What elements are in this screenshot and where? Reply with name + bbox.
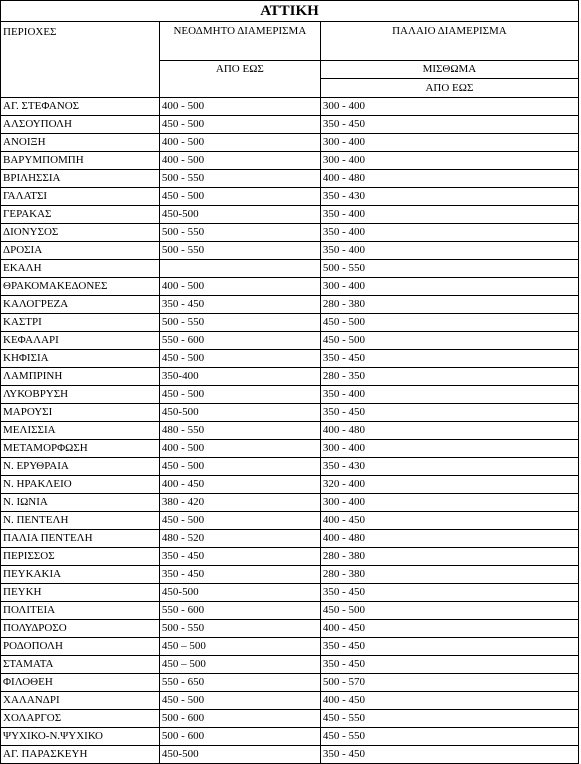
table-title: ΑΤΤΙΚΗ <box>1 1 579 22</box>
new-apartment-range-cell: 450-500 <box>159 584 320 602</box>
old-apartment-range-cell: 400 - 450 <box>320 620 578 638</box>
table-row <box>1 620 579 638</box>
old-apartment-range-cell: 400 - 450 <box>320 512 578 530</box>
area-cell: ΑΓ. ΣΤΕΦΑΝΟΣ <box>1 98 160 116</box>
new-apartment-range-cell: 500 - 550 <box>159 620 320 638</box>
table-row <box>1 404 579 422</box>
area-cell: ΦΙΛΟΘΕΗ <box>1 674 160 692</box>
new-apartment-range-cell: 350 - 450 <box>159 548 320 566</box>
old-apartment-range-cell: 280 - 350 <box>320 368 578 386</box>
area-cell: ΠΟΛΙΤΕΙΑ <box>1 602 160 620</box>
new-apartment-range-cell <box>159 260 320 278</box>
new-apartment-range-cell: 480 - 520 <box>159 530 320 548</box>
old-apartment-range-cell: 350 - 450 <box>320 116 578 134</box>
area-cell: ΒΡΙΛΗΣΣΙΑ <box>1 170 160 188</box>
area-cell: ΚΑΛΟΓΡΕΖΑ <box>1 296 160 314</box>
old-apartment-range-cell: 350 - 430 <box>320 188 578 206</box>
area-cell: ΛΑΜΠΡΙΝΗ <box>1 368 160 386</box>
area-cell: Ν. ΙΩΝΙΑ <box>1 494 160 512</box>
new-apartment-range-cell: 400 - 500 <box>159 278 320 296</box>
old-apartment-range-cell: 350 - 400 <box>320 242 578 260</box>
table-row <box>1 638 579 656</box>
new-apartment-range-cell: 450 - 500 <box>159 116 320 134</box>
old-apartment-range-cell: 280 - 380 <box>320 296 578 314</box>
new-apartment-range-cell: 380 - 420 <box>159 494 320 512</box>
table-row <box>1 116 579 134</box>
old-apartment-range-cell: 300 - 400 <box>320 152 578 170</box>
new-apartment-range-cell: 550 - 600 <box>159 602 320 620</box>
area-cell: ΚΕΦΑΛΑΡΙ <box>1 332 160 350</box>
new-apartment-range-cell: 450 - 500 <box>159 386 320 404</box>
area-cell: ΡΟΔΟΠΟΛΗ <box>1 638 160 656</box>
area-cell: ΛΥΚΟΒΡΥΣΗ <box>1 386 160 404</box>
table-row <box>1 188 579 206</box>
rent-header: ΜΙΣΘΩΜΑ <box>320 60 578 79</box>
old-apartment-range-cell: 300 - 400 <box>320 278 578 296</box>
new-range-spacer <box>159 79 320 98</box>
area-cell: ΠΕΥΚΑΚΙΑ <box>1 566 160 584</box>
area-cell: Ν. ΗΡΑΚΛΕΙΟ <box>1 476 160 494</box>
new-apartment-range-cell: 450-500 <box>159 746 320 764</box>
old-apartment-range-cell: 300 - 400 <box>320 98 578 116</box>
old-apartment-range-cell: 350 - 450 <box>320 656 578 674</box>
new-apartment-range-cell: 350 - 450 <box>159 566 320 584</box>
old-apartment-range-cell: 350 - 450 <box>320 350 578 368</box>
new-apartment-range-cell: 450 - 500 <box>159 692 320 710</box>
table-row <box>1 260 579 278</box>
area-cell: ΠΕΡΙΣΣΟΣ <box>1 548 160 566</box>
old-apartment-header: ΠΑΛΑΙΟ ΔΙΑΜΕΡΙΣΜΑ <box>320 22 578 61</box>
table-row <box>1 278 579 296</box>
new-apartment-range-cell: 450 – 500 <box>159 638 320 656</box>
old-apartment-range-cell: 280 - 380 <box>320 566 578 584</box>
new-apartment-range-cell: 400 - 500 <box>159 440 320 458</box>
table-row <box>1 332 579 350</box>
table-row <box>1 314 579 332</box>
new-apartment-range-cell: 450-500 <box>159 404 320 422</box>
new-apartment-range-cell: 480 - 550 <box>159 422 320 440</box>
area-cell: ΕΚΑΛΗ <box>1 260 160 278</box>
area-cell: Ν. ΕΡΥΘΡΑΙΑ <box>1 458 160 476</box>
table-row <box>1 548 579 566</box>
new-apartment-range-cell: 500 - 550 <box>159 224 320 242</box>
area-cell: ΠΕΥΚΗ <box>1 584 160 602</box>
old-apartment-range-cell: 300 - 400 <box>320 134 578 152</box>
old-apartment-range-cell: 450 - 550 <box>320 728 578 746</box>
old-apartment-range-cell: 350 - 450 <box>320 638 578 656</box>
old-apartment-range-cell: 350 - 450 <box>320 584 578 602</box>
new-apartment-range-cell: 500 - 600 <box>159 728 320 746</box>
area-cell: ΑΝΟΙΞΗ <box>1 134 160 152</box>
area-cell: ΔΡΟΣΙΑ <box>1 242 160 260</box>
table-row <box>1 692 579 710</box>
area-cell: ΠΑΛΙΑ ΠΕΝΤΕΛΗ <box>1 530 160 548</box>
table-row <box>1 746 579 764</box>
areas-header: ΠΕΡΙΟΧΕΣ <box>1 22 160 98</box>
table-row <box>1 674 579 692</box>
new-apartment-range-cell: 550 - 650 <box>159 674 320 692</box>
old-apartment-range-cell: 350 - 450 <box>320 404 578 422</box>
table-row <box>1 368 579 386</box>
new-apartment-range-cell: 500 - 550 <box>159 314 320 332</box>
table-row <box>1 242 579 260</box>
new-apartment-range-cell: 350 - 450 <box>159 296 320 314</box>
old-apartment-range-cell: 280 - 380 <box>320 548 578 566</box>
table-row <box>1 494 579 512</box>
area-cell: ΜΕΛΙΣΣΙΑ <box>1 422 160 440</box>
new-apartment-range-cell: 350-400 <box>159 368 320 386</box>
area-cell: Ν. ΠΕΝΤΕΛΗ <box>1 512 160 530</box>
table-row <box>1 656 579 674</box>
table-row <box>1 440 579 458</box>
area-cell: ΧΟΛΑΡΓΟΣ <box>1 710 160 728</box>
new-apartment-range-cell: 450 - 500 <box>159 188 320 206</box>
table-row <box>1 98 579 116</box>
new-apartment-range-cell: 450 - 500 <box>159 350 320 368</box>
new-apartment-range-cell: 500 - 550 <box>159 242 320 260</box>
new-range-header: ΑΠΟ ΕΩΣ <box>159 60 320 79</box>
new-apartment-range-cell: 400 - 500 <box>159 98 320 116</box>
table-row <box>1 602 579 620</box>
table-row <box>1 422 579 440</box>
area-cell: ΒΑΡΥΜΠΟΜΠΗ <box>1 152 160 170</box>
new-apartment-range-cell: 450-500 <box>159 206 320 224</box>
old-apartment-range-cell: 350 - 400 <box>320 224 578 242</box>
table-row <box>1 710 579 728</box>
new-apartment-range-cell: 550 - 600 <box>159 332 320 350</box>
new-apartment-range-cell: 400 - 500 <box>159 152 320 170</box>
old-apartment-range-cell: 450 - 500 <box>320 314 578 332</box>
old-apartment-range-cell: 400 - 480 <box>320 530 578 548</box>
new-apartment-range-cell: 450 - 500 <box>159 458 320 476</box>
old-apartment-range-cell: 350 - 450 <box>320 746 578 764</box>
old-apartment-range-cell: 400 - 450 <box>320 692 578 710</box>
old-apartment-range-cell: 400 - 480 <box>320 170 578 188</box>
table-row <box>1 476 579 494</box>
area-cell: ΜΕΤΑΜΟΡΦΩΣΗ <box>1 440 160 458</box>
old-apartment-range-cell: 350 - 400 <box>320 206 578 224</box>
old-apartment-range-cell: 500 - 550 <box>320 260 578 278</box>
area-cell: ΠΟΛΥΔΡΟΣΟ <box>1 620 160 638</box>
area-cell: ΧΑΛΑΝΔΡΙ <box>1 692 160 710</box>
area-cell: ΨΥΧΙΚΟ-Ν.ΨΥΧΙΚΟ <box>1 728 160 746</box>
old-apartment-range-cell: 450 - 500 <box>320 602 578 620</box>
new-apartment-range-cell: 450 - 500 <box>159 512 320 530</box>
table-row <box>1 386 579 404</box>
table-row <box>1 134 579 152</box>
area-cell: ΣΤΑΜΑΤΑ <box>1 656 160 674</box>
table-row <box>1 296 579 314</box>
new-apartment-range-cell: 400 - 500 <box>159 134 320 152</box>
area-cell: ΓΑΛΑΤΣΙ <box>1 188 160 206</box>
table-row <box>1 458 579 476</box>
old-apartment-range-cell: 300 - 400 <box>320 494 578 512</box>
table-row <box>1 224 579 242</box>
area-cell: ΑΓ. ΠΑΡΑΣΚΕΥΗ <box>1 746 160 764</box>
old-apartment-range-cell: 300 - 400 <box>320 440 578 458</box>
table-row <box>1 728 579 746</box>
table-row <box>1 170 579 188</box>
old-range-header: ΑΠΟ ΕΩΣ <box>320 79 578 98</box>
old-apartment-range-cell: 350 - 400 <box>320 386 578 404</box>
table-row <box>1 512 579 530</box>
old-apartment-range-cell: 450 - 500 <box>320 332 578 350</box>
area-cell: ΔΙΟΝΥΣΟΣ <box>1 224 160 242</box>
old-apartment-range-cell: 500 - 570 <box>320 674 578 692</box>
table-row <box>1 566 579 584</box>
old-apartment-range-cell: 450 - 550 <box>320 710 578 728</box>
area-cell: ΜΑΡΟΥΣΙ <box>1 404 160 422</box>
table-row <box>1 530 579 548</box>
area-cell: ΘΡΑΚΟΜΑΚΕΔΟΝΕΣ <box>1 278 160 296</box>
new-apartment-range-cell: 400 - 450 <box>159 476 320 494</box>
old-apartment-range-cell: 400 - 480 <box>320 422 578 440</box>
new-apartment-range-cell: 500 - 600 <box>159 710 320 728</box>
table-row <box>1 350 579 368</box>
table-row <box>1 584 579 602</box>
new-apartment-range-cell: 450 – 500 <box>159 656 320 674</box>
table-row <box>1 206 579 224</box>
area-cell: ΑΛΣΟΥΠΟΛΗ <box>1 116 160 134</box>
area-cell: ΓΕΡΑΚΑΣ <box>1 206 160 224</box>
area-cell: ΚΗΦΙΣΙΑ <box>1 350 160 368</box>
new-apartment-header: ΝΕΟΔΜΗΤΟ ΔΙΑΜΕΡΙΣΜΑ <box>159 22 320 61</box>
new-apartment-range-cell: 500 - 550 <box>159 170 320 188</box>
table-row <box>1 152 579 170</box>
old-apartment-range-cell: 350 - 430 <box>320 458 578 476</box>
area-cell: ΚΑΣΤΡΙ <box>1 314 160 332</box>
old-apartment-range-cell: 320 - 400 <box>320 476 578 494</box>
